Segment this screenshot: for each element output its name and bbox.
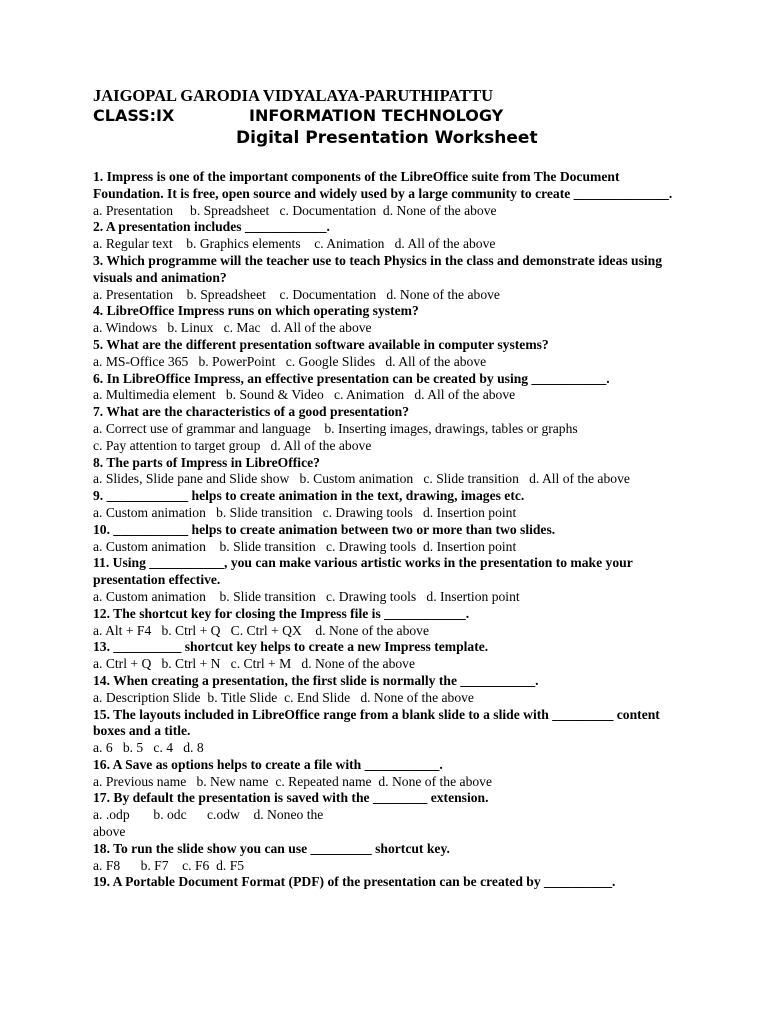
answer-options: a. MS-Office 365 b. PowerPoint c. Google Slides d. All of the above <box>93 353 487 369</box>
answer-options: a. 6 b. 5 c. 4 d. 8 <box>93 740 204 756</box>
question-block <box>93 303 683 337</box>
question-block <box>93 404 683 454</box>
question-text: 6. In LibreOffice Impress, an effective presentation can be created by using ___________. <box>93 370 610 386</box>
question-text: 14. When creating a presentation, the first slide is normally the ___________. <box>93 672 539 688</box>
question-text: 5. What are the different presentation software available in computer systems? <box>93 336 549 352</box>
question-list <box>93 169 683 891</box>
answer-options: a. Regular text b. Graphics elements c. Animation d. All of the above <box>93 236 496 252</box>
question-block <box>93 673 683 707</box>
answer-options: a. Windows b. Linux c. Mac d. All of the above <box>93 320 372 336</box>
question-block <box>93 757 683 791</box>
class-subject-row <box>93 106 683 127</box>
question-text: 13. __________ shortcut key helps to create a new Impress template. <box>93 639 489 655</box>
answer-options: a. Presentation b. Spreadsheet c. Documentation d. None of the above <box>93 286 500 302</box>
answer-options: a. Slides, Slide pane and Slide show b. Custom animation c. Slide transition d. All of the above <box>93 471 630 487</box>
question-text: 9. ____________ helps to create animation in the text, drawing, images etc. <box>93 488 525 504</box>
answer-options: a. Previous name b. New name c. Repeated name d. None of the above <box>93 773 492 789</box>
question-block <box>93 337 683 371</box>
answer-options: above <box>93 824 126 840</box>
answer-options: a. Multimedia element b. Sound & Video c. Animation d. All of the above <box>93 387 516 403</box>
question-block <box>93 555 683 605</box>
question-text: 8. The parts of Impress in LibreOffice? <box>93 454 320 470</box>
question-block <box>93 707 683 757</box>
answer-options: a. Alt + F4 b. Ctrl + Q C. Ctrl + QX d. None of the above <box>93 622 430 638</box>
question-block <box>93 455 683 489</box>
question-text: 7. What are the characteristics of a good presentation? <box>93 404 410 420</box>
question-text: 3. Which programme will the teacher use to teach Physics in the class and demonstrate ideas using visuals and animation? <box>93 252 663 285</box>
question-text: 10. ___________ helps to create animation between two or more than two slides. <box>93 521 556 537</box>
question-text: 11. Using ___________, you can make various artistic works in the presentation to make your presentation effective. <box>93 555 633 588</box>
question-text: 18. To run the slide show you can use _________ shortcut key. <box>93 840 450 856</box>
question-block <box>93 253 683 303</box>
answer-options: a. Custom animation b. Slide transition c. Drawing tools d. Insertion point <box>93 504 517 520</box>
answer-options: a. Description Slide b. Title Slide c. End Slide d. None of the above <box>93 689 474 705</box>
question-text: 12. The shortcut key for closing the Impress file is ____________. <box>93 605 470 621</box>
subject-title: INFORMATION TECHNOLOGY <box>249 106 504 125</box>
question-text: 2. A presentation includes ____________. <box>93 219 330 235</box>
question-block <box>93 169 683 219</box>
question-block <box>93 606 683 640</box>
question-text: 15. The layouts included in LibreOffice range from a blank slide to a slide with _________ content boxes and a title. <box>93 706 660 739</box>
question-block <box>93 874 683 891</box>
school-name: JAIGOPAL GARODIA VIDYALAYA-PARUTHIPATTU <box>93 86 494 105</box>
question-block <box>93 371 683 405</box>
answer-options: a. .odp b. odc c.odw d. Noneo the <box>93 807 324 823</box>
question-block <box>93 522 683 556</box>
question-text: 4. LibreOffice Impress runs on which operating system? <box>93 303 419 319</box>
answer-options: a. Custom animation b. Slide transition c. Drawing tools d. Insertion point <box>93 588 520 604</box>
question-text: 1. Impress is one of the important components of the LibreOffice suite from The Document Foundation. It is free, open source and widely used by a large community to create ______________. <box>93 169 673 201</box>
worksheet-page <box>93 86 683 891</box>
question-block <box>93 219 683 253</box>
answer-options: a. Presentation b. Spreadsheet c. Documentation d. None of the above <box>93 202 497 218</box>
question-text: 17. By default the presentation is saved with the ________ extension. <box>93 790 489 806</box>
answer-options: a. Correct use of grammar and language b. Inserting images, drawings, tables or graphs <box>93 420 578 436</box>
question-text: 19. A Portable Document Format (PDF) of the presentation can be created by __________. <box>93 874 616 890</box>
class-label: CLASS:IX <box>93 106 175 125</box>
question-block <box>93 639 683 673</box>
answer-options: a. F8 b. F7 c. F6 d. F5 <box>93 857 245 873</box>
answer-options: a. Ctrl + Q b. Ctrl + N c. Ctrl + M d. None of the above <box>93 656 416 672</box>
question-text: 16. A Save as options helps to create a file with ___________. <box>93 756 443 772</box>
answer-options: c. Pay attention to target group d. All of the above <box>93 437 372 453</box>
question-block <box>93 488 683 522</box>
answer-options: a. Custom animation b. Slide transition c. Drawing tools d. Insertion point <box>93 538 517 554</box>
worksheet-title: Digital Presentation Worksheet <box>236 128 538 148</box>
question-block <box>93 841 683 875</box>
question-block <box>93 790 683 840</box>
